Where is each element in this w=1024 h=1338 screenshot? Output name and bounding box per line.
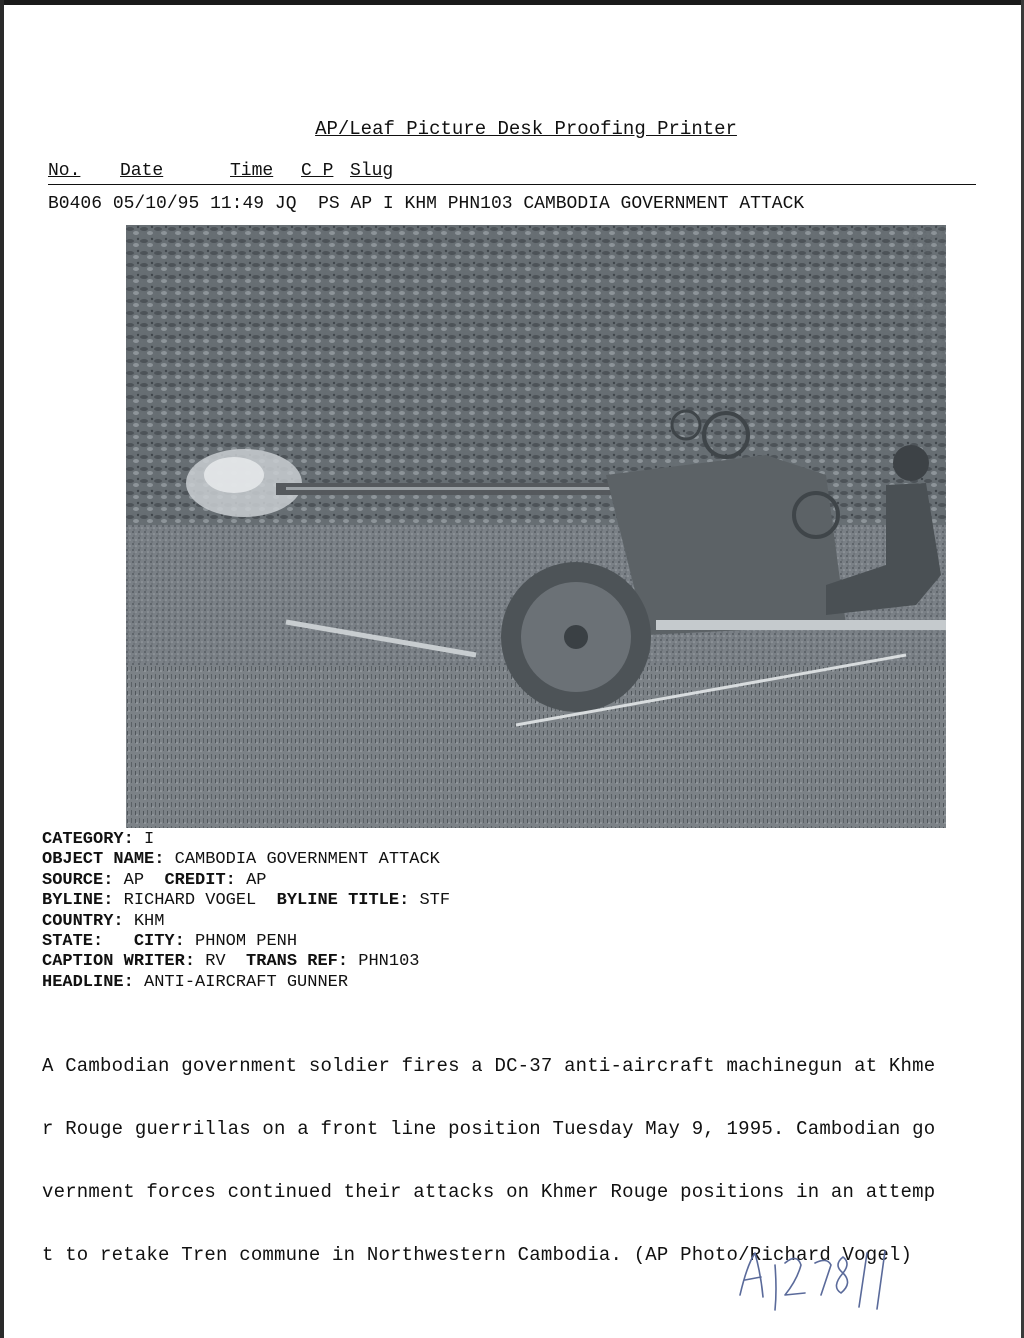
country-value: KHM (133, 911, 165, 931)
scan-border-left (0, 0, 4, 1338)
record-no: B0406 (48, 194, 103, 214)
byline-title-value: STF (419, 891, 451, 911)
caption-line: t to retake Tren commune in Northwestern Cambodia. (AP Photo/Richard Vogel) (42, 1244, 913, 1266)
caption-line: A Cambodian government soldier fires a DC-37 anti-aircraft machinegun at Khme (42, 1055, 936, 1077)
headline-label: HEADLINE: (42, 972, 134, 992)
column-header-row (48, 160, 976, 185)
metadata-block (42, 830, 450, 993)
byline-value: RICHARD VOGEL (123, 891, 257, 911)
state-label: STATE: (42, 931, 104, 951)
col-no: No. (48, 161, 81, 181)
byline-label: BYLINE: (42, 891, 114, 911)
caption-writer-label: CAPTION WRITER: (42, 952, 196, 972)
trans-ref-value: PHN103 (358, 952, 420, 972)
col-date: Date (120, 161, 164, 181)
country-line (42, 912, 450, 932)
handwriting-icon (735, 1235, 945, 1315)
record-date: 05/10/95 (112, 194, 200, 214)
record-slug: PS AP I KHM PHN103 CAMBODIA GOVERNMENT ATTACK (318, 194, 805, 214)
object-name-line (42, 850, 450, 870)
object-name-label: OBJECT NAME: (42, 850, 165, 870)
photo-anti-aircraft-gun-icon (126, 225, 946, 828)
credit-value: AP (246, 870, 267, 890)
col-slug: Slug (350, 161, 394, 181)
headline-value: ANTI-AIRCRAFT GUNNER (144, 972, 349, 992)
handwritten-archive-number (735, 1235, 945, 1315)
headline-line (42, 973, 450, 993)
city-label: CITY: (133, 931, 185, 951)
source-line (42, 871, 450, 891)
byline-title-label: BYLINE TITLE: (276, 891, 410, 911)
record-cp: JQ (274, 194, 297, 214)
caption-line: r Rouge guerrillas on a front line position Tuesday May 9, 1995. Cambodian go (42, 1118, 936, 1140)
state-city-line (42, 932, 450, 952)
caption-writer-line (42, 952, 450, 972)
country-label: COUNTRY: (42, 911, 124, 931)
trans-ref-label: TRANS REF: (246, 952, 349, 972)
document-title: AP/Leaf Picture Desk Proofing Printer (315, 118, 737, 140)
byline-line (42, 891, 450, 911)
city-value: PHNOM PENH (195, 931, 298, 951)
category-label: CATEGORY: (42, 830, 134, 849)
news-photo (126, 225, 946, 828)
credit-label: CREDIT: (164, 870, 236, 890)
record-time: 11:49 (210, 194, 265, 214)
caption-writer-value: RV (205, 952, 226, 972)
col-time: Time (230, 161, 274, 181)
object-name-value: CAMBODIA GOVERNMENT ATTACK (174, 850, 440, 870)
scan-border-top (0, 0, 1024, 5)
col-cp: C P (301, 161, 334, 181)
caption-line: vernment forces continued their attacks on Khmer Rouge positions in an attemp (42, 1181, 936, 1203)
category-value: I (144, 830, 155, 849)
source-label: SOURCE: (42, 870, 114, 890)
source-value: AP (123, 870, 145, 890)
record-row (48, 194, 804, 214)
category-line (42, 830, 450, 850)
